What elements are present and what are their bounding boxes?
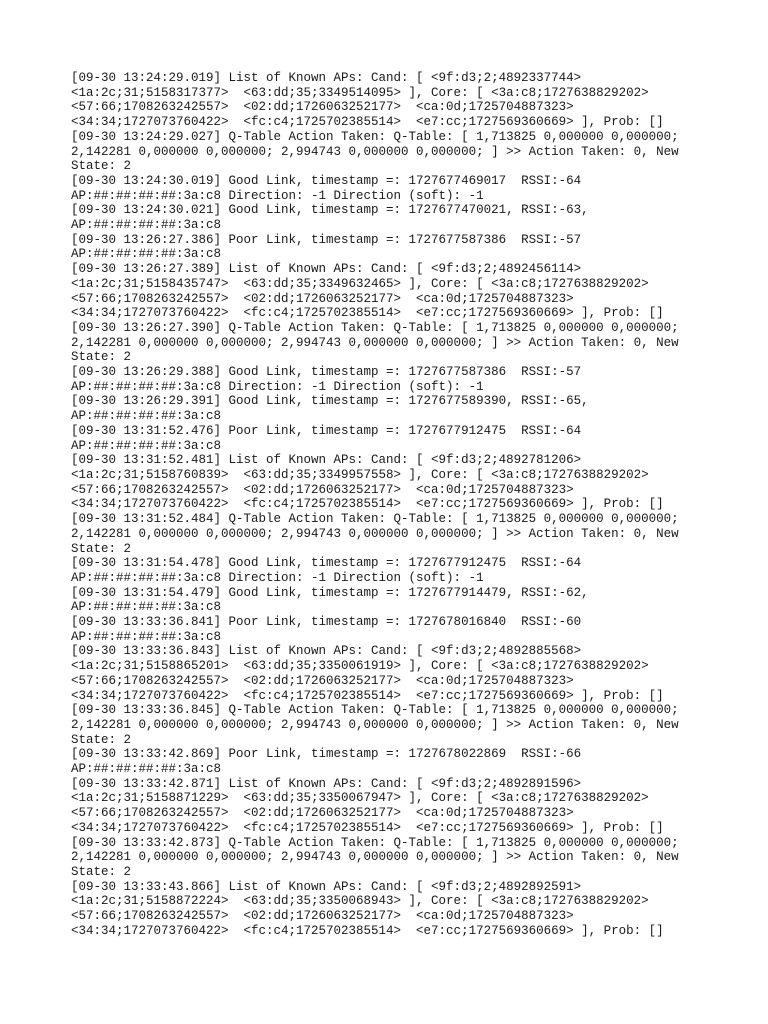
log-line: [09-30 13:26:27.389] List of Known APs: Cand: [ <9f:d3;2;4892456114> (71, 262, 582, 277)
log-line: <57:66;1708263242557> <02:dd;1726063252177> <ca:0d;1725704887323> (71, 482, 574, 497)
log-line: State: 2 (71, 864, 132, 879)
log-line: <1a:2c;31;5158760839> <63:dd;35;3349957558> ], Core: [ <3a:c8;1727638829202> (71, 467, 649, 482)
log-line: [09-30 13:33:36.845] Q-Table Action Taken: Q-Table: [ 1,713825 0,000000 0,000000; (71, 703, 679, 718)
log-line: <34:34;1727073760422> <fc:c4;1725702385514> <e7:cc;1727569360669> ], Prob: [] (71, 820, 664, 835)
log-line: AP:##:##:##:##:3a:c8 (71, 629, 222, 644)
log-line: AP:##:##:##:##:3a:c8 Direction: -1 Direction (soft): -1 (71, 379, 484, 394)
log-line: [09-30 13:24:30.019] Good Link, timestamp =: 1727677469017 RSSI:-64 (71, 173, 582, 188)
log-body (71, 71, 701, 938)
log-line: [09-30 13:31:54.478] Good Link, timestamp =: 1727677912475 RSSI:-64 (71, 556, 582, 571)
log-line: <34:34;1727073760422> <fc:c4;1725702385514> <e7:cc;1727569360669> ], Prob: [] (71, 497, 664, 512)
log-line: [09-30 13:26:29.388] Good Link, timestamp =: 1727677587386 RSSI:-57 (71, 365, 582, 380)
log-line: <1a:2c;31;5158871229> <63:dd;35;3350067947> ], Core: [ <3a:c8;1727638829202> (71, 791, 649, 806)
log-line: <57:66;1708263242557> <02:dd;1726063252177> <ca:0d;1725704887323> (71, 909, 574, 924)
log-line: [09-30 13:33:42.869] Poor Link, timestamp =: 1727678022869 RSSI:-66 (71, 747, 582, 762)
log-line: <57:66;1708263242557> <02:dd;1726063252177> <ca:0d;1725704887323> (71, 806, 574, 821)
log-line: [09-30 13:31:52.476] Poor Link, timestamp =: 1727677912475 RSSI:-64 (71, 423, 582, 438)
log-line: State: 2 (71, 350, 132, 365)
log-line: AP:##:##:##:##:3a:c8 (71, 218, 222, 233)
log-line: <34:34;1727073760422> <fc:c4;1725702385514> <e7:cc;1727569360669> ], Prob: [] (71, 115, 664, 130)
log-line: <34:34;1727073760422> <fc:c4;1725702385514> <e7:cc;1727569360669> ], Prob: [] (71, 688, 664, 703)
log-line: State: 2 (71, 541, 132, 556)
log-line: [09-30 13:31:52.481] List of Known APs: Cand: [ <9f:d3;2;4892781206> (71, 453, 582, 468)
log-line: [09-30 13:31:52.484] Q-Table Action Taken: Q-Table: [ 1,713825 0,000000 0,000000; (71, 512, 679, 527)
log-line: AP:##:##:##:##:3a:c8 (71, 409, 222, 424)
log-line: [09-30 13:33:42.871] List of Known APs: Cand: [ <9f:d3;2;4892891596> (71, 776, 582, 791)
log-document (71, 71, 701, 938)
log-line: 2,142281 0,000000 0,000000; 2,994743 0,000000 0,000000; ] >> Action Taken: 0, New (71, 526, 679, 541)
log-line: AP:##:##:##:##:3a:c8 (71, 762, 222, 777)
log-line: <57:66;1708263242557> <02:dd;1726063252177> <ca:0d;1725704887323> (71, 291, 574, 306)
log-line: 2,142281 0,000000 0,000000; 2,994743 0,000000 0,000000; ] >> Action Taken: 0, New (71, 850, 679, 865)
log-line: [09-30 13:24:29.019] List of Known APs: Cand: [ <9f:d3;2;4892337744> (71, 71, 582, 85)
log-line: <34:34;1727073760422> <fc:c4;1725702385514> <e7:cc;1727569360669> ], Prob: [] (71, 306, 664, 321)
log-line: State: 2 (71, 159, 132, 174)
log-line: <57:66;1708263242557> <02:dd;1726063252177> <ca:0d;1725704887323> (71, 100, 574, 115)
log-line: AP:##:##:##:##:3a:c8 (71, 600, 222, 615)
log-line: [09-30 13:24:30.021] Good Link, timestamp =: 1727677470021, RSSI:-63, (71, 203, 589, 218)
log-line: 2,142281 0,000000 0,000000; 2,994743 0,000000 0,000000; ] >> Action Taken: 0, New (71, 144, 679, 159)
log-line: [09-30 13:26:27.386] Poor Link, timestamp =: 1727677587386 RSSI:-57 (71, 232, 582, 247)
log-line: <34:34;1727073760422> <fc:c4;1725702385514> <e7:cc;1727569360669> ], Prob: [] (71, 923, 664, 938)
log-line: AP:##:##:##:##:3a:c8 Direction: -1 Direction (soft): -1 (71, 570, 484, 585)
log-line: AP:##:##:##:##:3a:c8 (71, 438, 222, 453)
log-line: [09-30 13:24:29.027] Q-Table Action Taken: Q-Table: [ 1,713825 0,000000 0,000000; (71, 129, 679, 144)
log-line: <1a:2c;31;5158865201> <63:dd;35;3350061919> ], Core: [ <3a:c8;1727638829202> (71, 659, 649, 674)
log-line: [09-30 13:33:42.873] Q-Table Action Taken: Q-Table: [ 1,713825 0,000000 0,000000; (71, 835, 679, 850)
log-line: <1a:2c;31;5158872224> <63:dd;35;3350068943> ], Core: [ <3a:c8;1727638829202> (71, 894, 649, 909)
log-line: [09-30 13:33:36.843] List of Known APs: Cand: [ <9f:d3;2;4892885568> (71, 644, 582, 659)
log-line: 2,142281 0,000000 0,000000; 2,994743 0,000000 0,000000; ] >> Action Taken: 0, New (71, 717, 679, 732)
log-line: <1a:2c;31;5158317377> <63:dd;35;3349514095> ], Core: [ <3a:c8;1727638829202> (71, 85, 649, 100)
log-line: 2,142281 0,000000 0,000000; 2,994743 0,000000 0,000000; ] >> Action Taken: 0, New (71, 335, 679, 350)
log-line: [09-30 13:26:27.390] Q-Table Action Taken: Q-Table: [ 1,713825 0,000000 0,000000; (71, 320, 679, 335)
log-line: AP:##:##:##:##:3a:c8 (71, 247, 222, 262)
log-line: [09-30 13:33:43.866] List of Known APs: Cand: [ <9f:d3;2;4892892591> (71, 879, 582, 894)
log-line: AP:##:##:##:##:3a:c8 Direction: -1 Direction (soft): -1 (71, 188, 484, 203)
log-line: [09-30 13:26:29.391] Good Link, timestamp =: 1727677589390, RSSI:-65, (71, 394, 589, 409)
log-line: State: 2 (71, 732, 132, 747)
log-line: <57:66;1708263242557> <02:dd;1726063252177> <ca:0d;1725704887323> (71, 673, 574, 688)
log-line: <1a:2c;31;5158435747> <63:dd;35;3349632465> ], Core: [ <3a:c8;1727638829202> (71, 276, 649, 291)
log-line: [09-30 13:33:36.841] Poor Link, timestamp =: 1727678016840 RSSI:-60 (71, 615, 582, 630)
log-line: [09-30 13:31:54.479] Good Link, timestamp =: 1727677914479, RSSI:-62, (71, 585, 589, 600)
